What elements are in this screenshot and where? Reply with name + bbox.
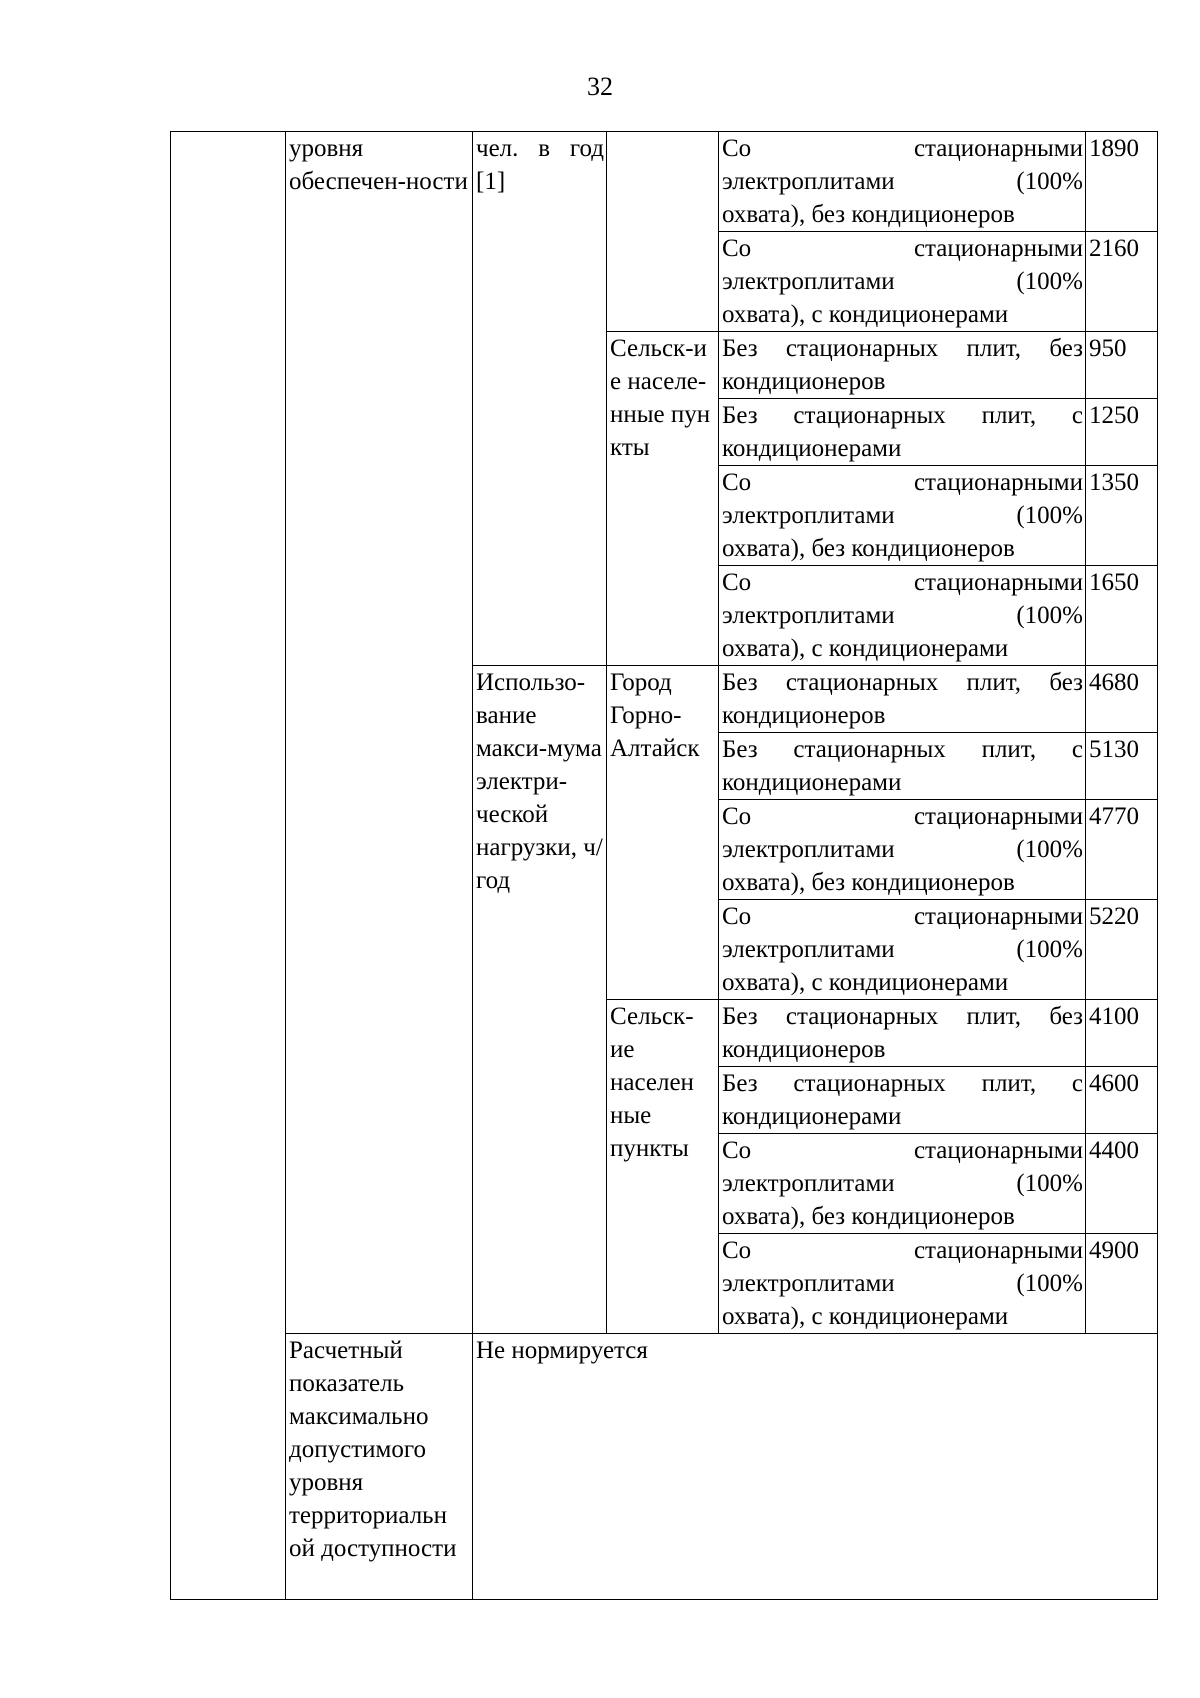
value-cell: 1650 xyxy=(1086,566,1158,666)
table-row xyxy=(171,1334,1158,1600)
description-cell: Без стационарных плит, без кондиционеров xyxy=(719,666,1086,733)
unit-cell-max-load: Использо-вание макси-мума электри-ческой нагрузки, ч/год xyxy=(473,666,607,1334)
description-cell: Без стационарных плит, с кондиционерами xyxy=(719,1067,1086,1134)
value-cell: 1250 xyxy=(1086,399,1158,466)
description-cell: Со стационарными электроплитами (100% охвата), без кондиционеров xyxy=(719,1134,1086,1234)
settlement-type-empty xyxy=(607,132,719,332)
settlement-type-rural: Сельск-ие населе-нные пункты xyxy=(607,332,719,666)
page-number: 32 xyxy=(587,72,613,101)
value-cell: 4600 xyxy=(1086,1067,1158,1134)
value-cell: 950 xyxy=(1086,332,1158,399)
description-cell: Без стационарных плит, без кондиционеров xyxy=(719,1000,1086,1067)
value-cell: 5130 xyxy=(1086,733,1158,800)
description-cell: Со стационарными электроплитами (100% охвата), без кондиционеров xyxy=(719,466,1086,566)
value-cell: 1350 xyxy=(1086,466,1158,566)
norm-value-cell: Не нормируется xyxy=(473,1334,1158,1600)
value-cell: 1890 xyxy=(1086,132,1158,232)
norms-table xyxy=(170,131,1158,1600)
unit-cell: чел. в год [1] xyxy=(473,132,607,666)
description-cell: Без стационарных плит, без кондиционеров xyxy=(719,332,1086,399)
description-cell: Со стационарными электроплитами (100% охвата), без кондиционеров xyxy=(719,800,1086,900)
description-cell: Со стационарными электроплитами (100% охвата), с кондиционерами xyxy=(719,566,1086,666)
indicator-name-cell: уровня обеспечен-ности xyxy=(286,132,473,1334)
description-cell: Со стационарными электроплитами (100% охвата), без кондиционеров xyxy=(719,132,1086,232)
indicator-name-cell: Расчетный показатель максимально допустимого уровня территориальн ой доступности xyxy=(286,1334,473,1600)
description-cell: Со стационарными электроплитами (100% охвата), с кондиционерами xyxy=(719,1234,1086,1334)
value-cell: 4900 xyxy=(1086,1234,1158,1334)
description-cell: Со стационарными электроплитами (100% охвата), с кондиционерами xyxy=(719,900,1086,1000)
value-cell: 5220 xyxy=(1086,900,1158,1000)
settlement-type-city: Город Горно-Алтайск xyxy=(607,666,719,1000)
settlement-type-rural: Сельск-ие населен ные пункты xyxy=(607,1000,719,1334)
value-cell: 4770 xyxy=(1086,800,1158,900)
value-cell: 4400 xyxy=(1086,1134,1158,1234)
value-cell: 4100 xyxy=(1086,1000,1158,1067)
description-cell: Со стационарными электроплитами (100% охвата), с кондиционерами xyxy=(719,232,1086,332)
table-row xyxy=(171,132,1158,232)
value-cell: 4680 xyxy=(1086,666,1158,733)
description-cell: Без стационарных плит, с кондиционерами xyxy=(719,733,1086,800)
description-cell: Без стационарных плит, с кондиционерами xyxy=(719,399,1086,466)
value-cell: 2160 xyxy=(1086,232,1158,332)
empty-first-column xyxy=(171,132,286,1600)
